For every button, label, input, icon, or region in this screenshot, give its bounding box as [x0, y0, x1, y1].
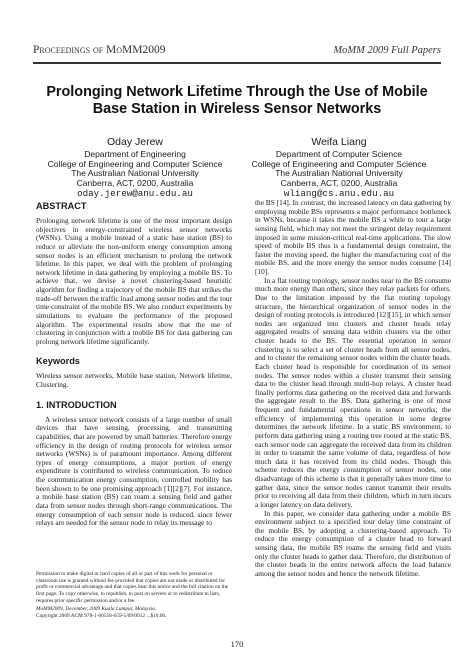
- author-affiliation-line: Canberra, ACT, 0200, Australia: [280, 177, 398, 188]
- author-name: Weifa Liang: [311, 136, 367, 148]
- running-header: [33, 44, 441, 58]
- abstract-heading: ABSTRACT: [36, 201, 87, 211]
- body-paragraph: In this paper, we consider data gathering under a mobile BS environment subject to a specified tour delay time constraint of the mobile BS, by adopting a clustering-based approach. To reduce the energy consumption of a cluster head to forward sensing data, the mobile BS roams the sensing field and visits only the cluster heads to gather data. Therefore, the distribution of the cluster heads in the entire network affects the load balance among the sensor nodes and hence the network lifetime.: [255, 508, 451, 578]
- author-block: [33, 136, 441, 199]
- author-affiliation-line: The Australian National University: [71, 168, 199, 179]
- author-affiliation-line: The Australian National University: [275, 168, 403, 179]
- abstract-text: Prolonging network lifetime is one of the most important design objectives in energy-constrained wireless sensor networks (WSNs). Using a mobile instead of a static base station (BS) to reduce or alleviate the non-uniform energy consumption among sensor nodes is an efficient mechanism to prolong the network lifetime. In this paper, we deal with the problem of prolonging network lifetime in data gathering by employing a mobile BS. To achieve that, we devise a novel clustering-based heuristic algorithm for finding a trajectory of the mobile BS that strikes the trade-off between the traffic load among sensor nodes and the tour time constraint of the mobile BS. We also conduct experiments by simulations to evaluate the performance of the proposed algorithm. The experimental results show that the use of clustering in conjunction with a mobile BS for data gathering can prolong network lifetime significantly.: [36, 216, 232, 346]
- introduction-heading: 1. INTRODUCTION: [36, 399, 117, 410]
- author-1: [33, 136, 237, 199]
- permission-notice: [36, 571, 232, 621]
- header-proceedings: Proceedings of MoMM2009: [33, 44, 166, 56]
- paper-title: Prolonging Network Lifetime Through the Use of Mobile Base Station in Wireless Sensor Networks: [46, 84, 428, 117]
- keywords-heading: Keywords: [36, 356, 80, 367]
- keywords-text: Wireless sensor networks, Mobile base station, Network lifetime, Clustering.: [36, 371, 232, 389]
- author-email: wliang@cs.anu.edu.au: [283, 188, 395, 200]
- author-affiliation-line: College of Engineering and Computer Science: [47, 158, 223, 169]
- header-section: MoMM 2009 Full Papers: [333, 45, 441, 56]
- body-paragraph: the BS [14]. In contrast, the increased latency on data gathering by employing mobile BSs represents a major performance bottleneck in WSNs, because it takes the mobile BS a while to tour a large sensing field, which may not meet the stringent delay requirement imposed in some mission-critical real-time applications. The slow speed of mobile BS thus is a fundamental design constraint, the faster the moving speed, the higher the manufacturing cost of the mobile BS, and the more energy the sensor nodes consume [14][10].: [255, 198, 451, 276]
- author-email: oday.jerew@anu.edu.au: [77, 188, 193, 200]
- author-name: Oday Jerew: [106, 136, 164, 148]
- right-column: [255, 199, 451, 579]
- author-affiliation-line: Department of Computer Science: [275, 149, 403, 159]
- author-affiliation-line: Department of Engineering: [84, 149, 186, 159]
- author-affiliation-line: College of Engineering and Computer Science: [251, 158, 427, 169]
- page-number: 170: [230, 639, 244, 649]
- header-rule: [33, 62, 441, 64]
- author-affiliation-line: Canberra, ACT, 0200, Australia: [76, 177, 194, 188]
- author-2: [237, 136, 441, 199]
- permission-text: Permission to make digital or hard copies of all or part of this work for personal or classroom use is granted without fee provided that copies are not made or distributed for profit or commercial advantage and that copies bear this notice and the full citation on the first page. To copy otherwise, to republish, to post on servers or to redistribute to lists, requires prior specific permission and/or a fee.: [36, 571, 229, 604]
- conference-line: MoMM2009, December, 2009 Kuala Lumpur, Malaysia.: [36, 605, 157, 612]
- left-column: [36, 199, 232, 528]
- introduction-text: A wireless sensor network consists of a large number of small devices that have sensing, processing, and transmitting capabilities, that are powered by small batteries. Therefore energy efficiency in the design of routing protocols for wireless sensor networks (WSNs) is of paramount importance. Among different types of energy consumptions, a major portion of energy expenditure is contributed to wireless communication. To reduce the communication energy consumption, controlled mobility has been shown to be one promising approach [1][2][7]. For instance, a mobile base station (BS) can roam a sensing field and gather data from sensor nodes through short-range communications. The energy consumption of each sensor node is reduced, since fewer relays are needed for the sensor node to relay its message to: [36, 414, 232, 528]
- body-paragraph: In a flat routing topology, sensor nodes near to the BS consume much more energy than others, since they relay packets for others. Due to the limitation imposed by the flat routing topology structure, the hierarchical organization of sensor nodes in the design of routing protocols is introduced [12][15], in which sensor nodes are organized into clusters and cluster heads relay aggregated results of sensing data within clusters via the other cluster heads to the BS. The essential operation in sensor clustering is to select a set of cluster heads from all sensor nodes, and to cluster the remaining sensor nodes within the cluster heads. Each cluster head is responsible for coordination of its sensor nodes. The sensor nodes within a cluster transmit their sensing data to the cluster head through multi-hop relays. A cluster head finally performs data gathering on the received data and forwards the aggregate result to the BS. Data gathering is one of most frequent and fundamental operations in sensor networks; the efficiency of implementing this operation in some degree determines the network lifetime. In a static BS environment, to perform data gathering using a routing tree rooted at the static BS, each sensor node can aggregate the received data from its children in order to transmit the same volume of data, regardless of how much data it has received from its child nodes. Though this scheme reduces the energy consumption of sensor nodes, one disadvantage of this scheme is that it generally takes more time to gather data, since the sensor nodes cannot transmit their results prior to receiving all data from their children, which in turn incurs a longer latency on data delivery.: [255, 275, 451, 509]
- copyright-line: Copyright 2009 ACM 978-1-60558-659-5/09/0012 ...$10.00.: [36, 613, 167, 620]
